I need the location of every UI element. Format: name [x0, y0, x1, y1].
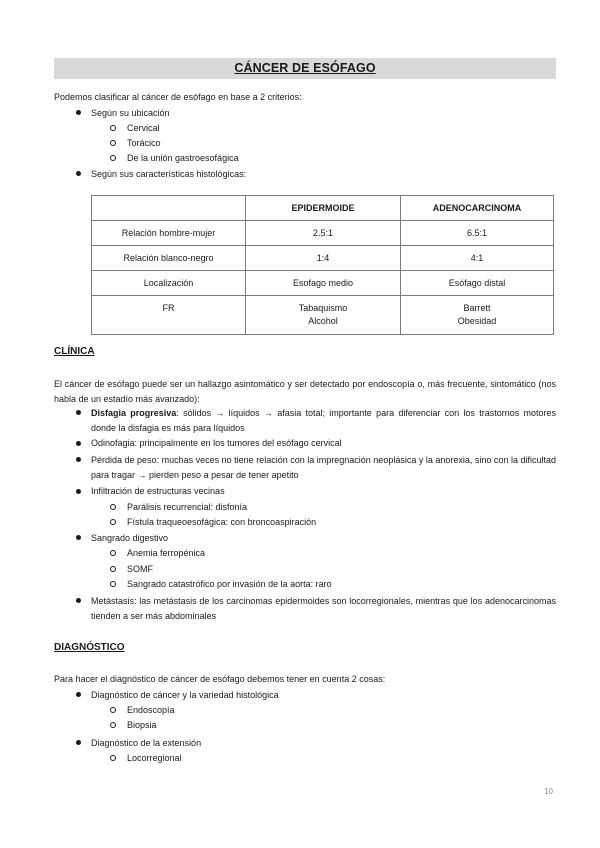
table-cell-line: Alcohol	[308, 316, 338, 326]
table-cell: Localización	[92, 271, 246, 296]
clinica-item	[91, 406, 556, 436]
clinica-item: Pérdida de peso: muchas veces no tiene relación con la impregnación neoplásica y la anorexia, sino con la dificultad para tragar → pierden peso a pesar de tener apetito	[91, 455, 556, 480]
table-cell-line: Tabaquismo	[298, 303, 348, 313]
page-title: CÁNCER DE ESÓFAGO	[234, 61, 376, 75]
table-header-cell: ADENOCARCINOMA	[401, 196, 554, 221]
table-cell	[246, 296, 401, 335]
sub-bullet	[110, 707, 116, 713]
bullet	[76, 410, 81, 415]
diagnostico-item: Diagnóstico de cáncer y la variedad histológica	[91, 690, 279, 700]
sub-bullet	[110, 519, 116, 525]
clinica-item-bold: Disfagia progresiva	[91, 408, 177, 418]
diagnostico-item: Diagnóstico de la extensión	[91, 738, 202, 748]
clinica-intro: El cáncer de esófago puede ser un hallazgo asintomático y ser detectado por endoscopía o, más frecuente, sintomático (nos habla de un estadío más avanzado):	[54, 379, 556, 404]
clinica-item-text: : sólidos → líquidos → afasia total; importante para diferenciar con los trastornos motores donde la disfagia es más para líquidos	[91, 408, 557, 433]
page-number: 10	[544, 787, 553, 796]
sub-bullet	[110, 155, 116, 161]
table-cell-line: Barrett	[463, 303, 491, 313]
sub-bullet	[110, 550, 116, 556]
criteria-subitem: Torácico	[127, 138, 161, 148]
criteria-subitem: Cervical	[127, 123, 160, 133]
sub-bullet	[110, 140, 116, 146]
table-cell	[401, 296, 554, 335]
clinica-item: Sangrado digestivo	[91, 533, 169, 543]
bullet	[76, 110, 81, 115]
bullet	[76, 692, 81, 697]
title-banner	[54, 58, 556, 79]
table-header-cell: EPIDERMOIDE	[246, 196, 401, 221]
clinica-subitem: Sangrado catastrófico por invasión de la aorta: raro	[127, 579, 332, 589]
bullet	[76, 171, 81, 176]
bullet	[76, 457, 81, 462]
table-row	[92, 221, 554, 246]
clinica-item: Infiltración de estructuras vecinas	[91, 486, 225, 496]
diagnostico-intro: Para hacer el diagnóstico de cáncer de esófago debemos tener en cuenta 2 cosas:	[54, 674, 386, 684]
table-cell: Relación hombre-mujer	[92, 221, 246, 246]
table-cell: Esofago medio	[246, 271, 401, 296]
bullet	[76, 489, 81, 494]
sub-bullet	[110, 504, 116, 510]
table-cell-line: Obesidad	[457, 316, 497, 326]
bullet	[76, 441, 81, 446]
diagnostico-subitem: Endoscopía	[127, 705, 175, 715]
table-cell: 2.5:1	[246, 221, 401, 246]
table-cell: 4:1	[401, 246, 554, 271]
clinica-subitem: Anemia ferropénica	[127, 548, 206, 558]
sub-bullet	[110, 722, 116, 728]
sub-bullet	[110, 566, 116, 572]
table-row	[92, 246, 554, 271]
sub-bullet	[110, 581, 116, 587]
bullet	[76, 598, 81, 603]
diagnostico-subitem: Locorregional	[127, 753, 182, 763]
table-row	[92, 271, 554, 296]
table-row	[92, 296, 554, 335]
section-heading-clinica: CLÍNICA	[54, 346, 95, 357]
clinica-subitem: Fístula traqueoesofágica: con broncoaspiración	[127, 517, 317, 527]
clinica-item: Odinofagia: principalmente en los tumores del esófago cervical	[91, 438, 342, 448]
bullet	[76, 740, 81, 745]
sub-bullet	[110, 755, 116, 761]
table-cell: FR	[92, 296, 246, 335]
sub-bullet	[110, 125, 116, 131]
table-cell: 6.5:1	[401, 221, 554, 246]
clinica-subitem: SOMF	[127, 564, 153, 574]
table-cell: Relación blanco-negro	[92, 246, 246, 271]
clinica-item: Metástasis: las metástasis de los carcinomas epidermoides son locorregionales, mientras que los adenocarcinomas tienden a ser más abdominales	[91, 596, 556, 621]
criteria-item: Según su ubicación	[91, 108, 170, 118]
intro-text: Podemos clasificar al cáncer de esófago en base a 2 criterios:	[54, 92, 302, 102]
criteria-item: Según sus características histológicas:	[91, 169, 247, 179]
table-cell: Esófago distal	[401, 271, 554, 296]
table-header-cell	[92, 196, 246, 221]
section-heading-diagnostico: DIAGNÓSTICO	[54, 642, 125, 653]
table-cell: 1:4	[246, 246, 401, 271]
criteria-subitem: De la unión gastroesofágica	[127, 153, 239, 163]
diagnostico-subitem: Biopsia	[127, 720, 157, 730]
table-header-row	[92, 196, 554, 221]
clinica-subitem: Parálisis recurrencial: disfonía	[127, 502, 248, 512]
bullet	[76, 535, 81, 540]
histology-table	[91, 195, 554, 335]
